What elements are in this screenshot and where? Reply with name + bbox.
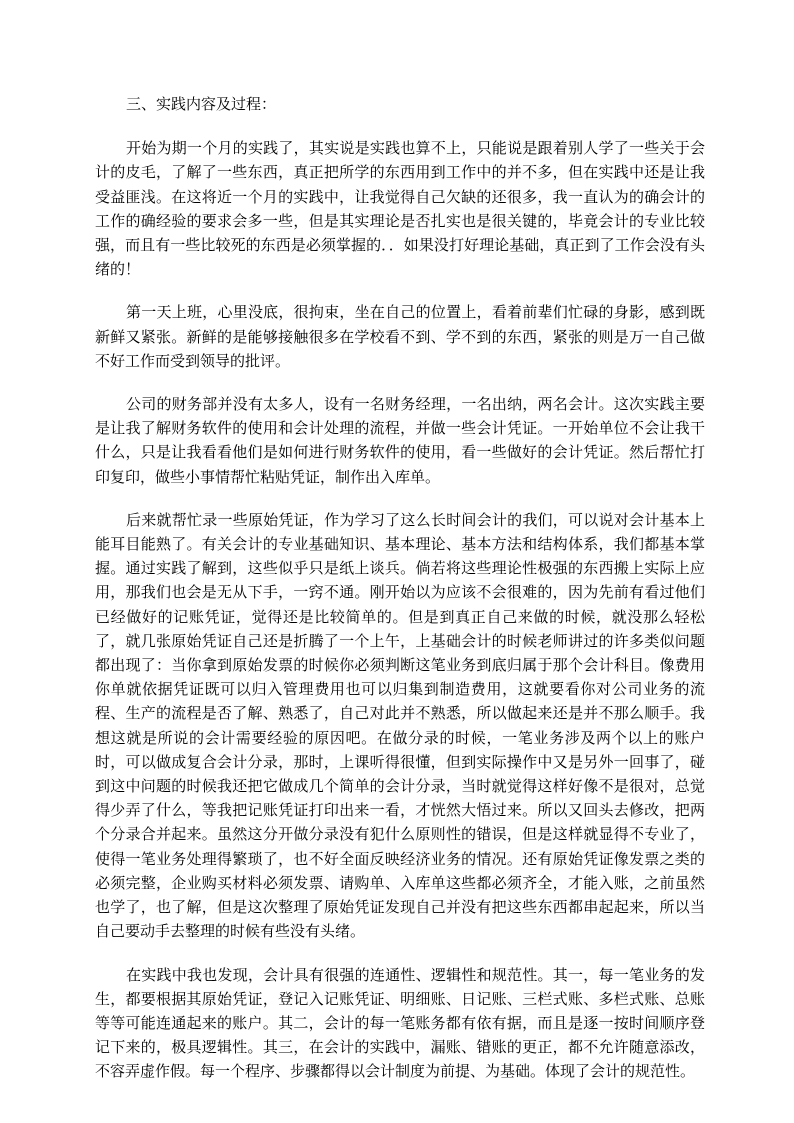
paragraph-finance-dept: 公司的财务部并没有太多人，设有一名财务经理，一名出纳，两名会计。这次实践主要是让我了解财务软件的使用和会计处理的流程，并做一些会计凭证。一开始单位不会让我干什么，只是让我看看他们是如何进行财务软件的使用，看一些做好的会计凭证。然后帮忙打印复印，做些小事情帮忙粘贴凭证，制作出入库单。 — [95, 395, 705, 486]
paragraph-accounting-nature: 在实践中我也发现，会计具有很强的连通性、逻辑性和规范性。其一，每一笔业务的发生，都要根据其原始凭证，登记入记账凭证、明细账、日记账、三栏式账、多栏式账、总账等等可能连通起来的账户。其二，会计的每一笔账务都有依有据，而且是逐一按时间顺序登记下来的，极具逻辑性。其三，在会计的实践中，漏账、错账的更正，都不允许随意添改，不容弄虚作假。每一个程序、步骤都得以会计制度为前提、为基础。体现了会计的规范性。 — [95, 965, 705, 1081]
section-heading: 三、实践内容及过程： — [126, 95, 277, 113]
paragraph-first-day: 第一天上班，心里没底，很拘束，坐在自己的位置上，看着前辈们忙碌的身影，感到既新鲜又紧张。新鲜的是能够接触很多在学校看不到、学不到的东西，紧张的则是万一自己做不好工作而受到领导的批评。 — [95, 303, 705, 370]
document-page — [95, 92, 705, 1103]
paragraph-intro: 开始为期一个月的实践了，其实说是实践也算不上，只能说是跟着别人学了一些关于会计的皮毛，了解了一些东西，真正把所学的东西用到工作中的并不多，但在实践中还是让我受益匪浅。在这将近一个月的实践中，让我觉得自己欠缺的还很多，我一直认为的确会计的工作的确经验的要求会多一些，但是其实理论是否扎实也是很关键的，毕竟会计的专业比较强，而且有一些比较死的东西是必须掌握的．．如果没打好理论基础，真正到了工作会没有头绪的！ — [95, 139, 705, 279]
paragraph-vouchers: 后来就帮忙录一些原始凭证，作为学习了这么长时间会计的我们，可以说对会计基本上能耳目能熟了。有关会计的专业基础知识、基本理论、基本方法和结构体系，我们都基本掌握。通过实践了解到，这些似乎只是纸上谈兵。倘若将这些理论性极强的东西搬上实际上应用，那我们也会是无从下手，一窍不通。刚开始以为应该不会很难的，因为先前有看过他们已经做好的记账凭证，觉得还是比较简单的。但是到真正自己来做的时候，就没那么轻松了，就几张原始凭证自己还是折腾了一个上午，上基础会计的时候老师讲过的许多类似问题都出现了：当你拿到原始发票的时候你必须判断这笔业务到底归属于那个会计科目。像费用你单就依据凭证既可以归入管理费用也可以归集到制造费用，这就要看你对公司业务的流程、生产的流程是否了解、熟悉了，自己对此并不熟悉，所以做起来还是并不那么顺手。我想这就是所说的会计需要经验的原因吧。在做分录的时候，一笔业务涉及两个以上的账户时，可以做成复合会计分录，那时，上课听得很懂，但到实际操作中又是另外一回事了，碰到这中问题的时候我还把它做成几个简单的会计分录，当时就觉得这样好像不是很对，总觉得少弄了什么，等我把记账凭证打印出来一看，才恍然大悟过来。所以又回头去修改，把两个分录合并起来。虽然这分开做分录没有犯什么原则性的错误，但是这样就显得不专业了，使得一笔业务处理得繁琐了，也不好全面反映经济业务的情况。还有原始凭证像发票之类的必须完整，企业购买材料必须发票、请购单、入库单这些都必须齐全，才能入账，之前虽然也学了，也了解，但是这次整理了原始凭证发现自己并没有把这些东西都串起起来，所以当自己要动手去整理的时候有些没有头绪。 — [95, 510, 705, 941]
